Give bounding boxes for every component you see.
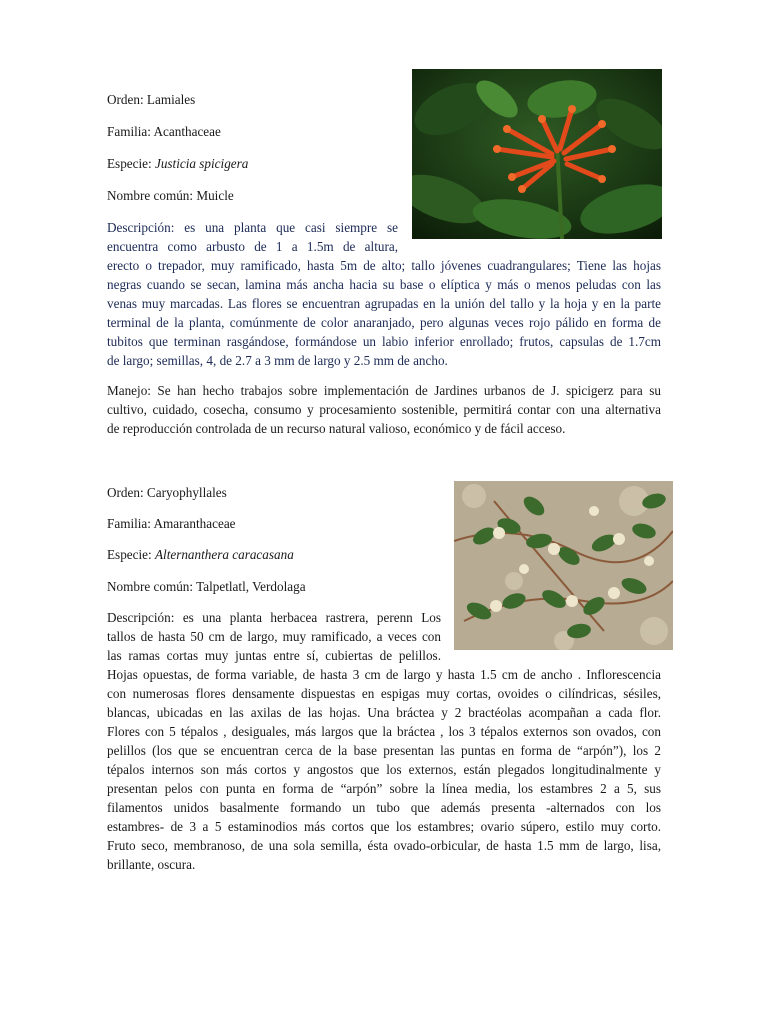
description-line: venas muy marcadas. Las flores se encuentran agrupadas en la unión del tallo y la hoja y en la parte [107,296,661,311]
description-line: las ramas cortas muy juntas entre sí, cubiertas de pelillos. [107,648,441,663]
especie-prefix: Especie: [107,156,155,171]
description-line: pelillos (los que se encuentran cerca de la base presentan las puntas en forma de “arpón”), los 2 [107,743,661,758]
nombre-comun-label: Nombre común: Muicle [107,188,234,203]
description-line: tubitos que terminan rasgándose, formándose un labio inferior enrollado; frutos, capsulas de 1.7cm [107,334,661,349]
description-line: tallos de hasta 50 cm de largo, muy ramificado, a veces con [107,629,441,644]
description-line: brillante, oscura. [107,857,196,872]
especie-name: Alternanthera caracasana [154,547,294,562]
description-line: de largo; semillas, 4, de 2.7 a 3 mm de largo y 2.5 mm de ancho. [107,353,448,368]
orden-label: Orden: Caryophyllales [107,485,227,500]
familia-label: Familia: Amaranthaceae [107,516,236,531]
description-line: Fruto seco, membranoso, de una sola semilla, ésta ovado-orbicular, de hasta 1.5 mm de largo, lisa, [107,838,661,853]
especie-label [107,545,294,564]
description-line: Flores con 5 tépalos , desiguales, más largos que la bráctea , los 3 tépalos externos son ovados, con [107,724,661,739]
description-line: Descripción: es una planta que casi siempre se [107,220,398,235]
description-line: tépalos internos son más cortos y angostos que los externos, están plegados longitudinalmente y [107,762,661,777]
description-line: encuentra como arbusto de 1 a 1.5m de altura, [107,239,398,254]
orden-label: Orden: Lamiales [107,92,196,107]
especie-prefix: Especie: [107,547,155,562]
description-line: Hojas opuestas, de forma variable, de hasta 3 cm de largo y hasta 1.5 cm de ancho . Inflorescencia [107,667,661,682]
manejo-line: cultivo, cuidado, cosecha, consumo y procesamiento sostenible, permitirá contar con una alternativa [107,402,661,417]
description-line: filamentos unidos basalmente formando un tubo que además presenta -alternados con los [107,800,661,815]
familia-label: Familia: Acanthaceae [107,124,221,139]
description-line: negras cuando se secan, lamina más ancha hacia su base o elíptica y más o menos peludas con las [107,277,661,292]
especie-name: Justicia spicigera [154,156,249,171]
description-line: con numerosas flores densamente dispuestas en espigas muy cortas, ovoides o cilíndricas, sésiles, [107,686,661,701]
nombre-comun-label: Nombre común: Talpetlatl, Verdolaga [107,579,306,594]
manejo-line: Manejo: Se han hecho trabajos sobre implementación de Jardines urbanos de J. spicigerz para su [107,383,661,398]
description-line: erecto o trepador, muy ramificado, hasta 5m de alto; tallo jóvenes cuadrangulares; Tiene las hojas [107,258,661,273]
alternanthera-caracasana-photo [454,481,673,650]
especie-label [107,154,248,173]
justicia-spicigera-photo [412,69,662,239]
description-line: Descripción: es una planta herbacea rastrera, perenn Los [107,610,441,625]
description-line: blancas, ubicadas en las axilas de las hojas. Una bráctea y 2 bractéolas acompañan a cada flor. [107,705,661,720]
description-line: estambres- de 3 a 5 estaminodios más cortos que los estambres; ovario súpero, estilo muy corto. [107,819,661,834]
description-line: terminal de la planta, comúnmente de color anaranjado, pero algunas veces rojo pálido en forma de [107,315,661,330]
description-line: presentan pelos con punta en forma de “arpón” sobre la línea media, los estambres 2 a 5, sus [107,781,661,796]
manejo-line: de reproducción controlada de un recurso natural valioso, económico y de fácil acceso. [107,421,566,436]
